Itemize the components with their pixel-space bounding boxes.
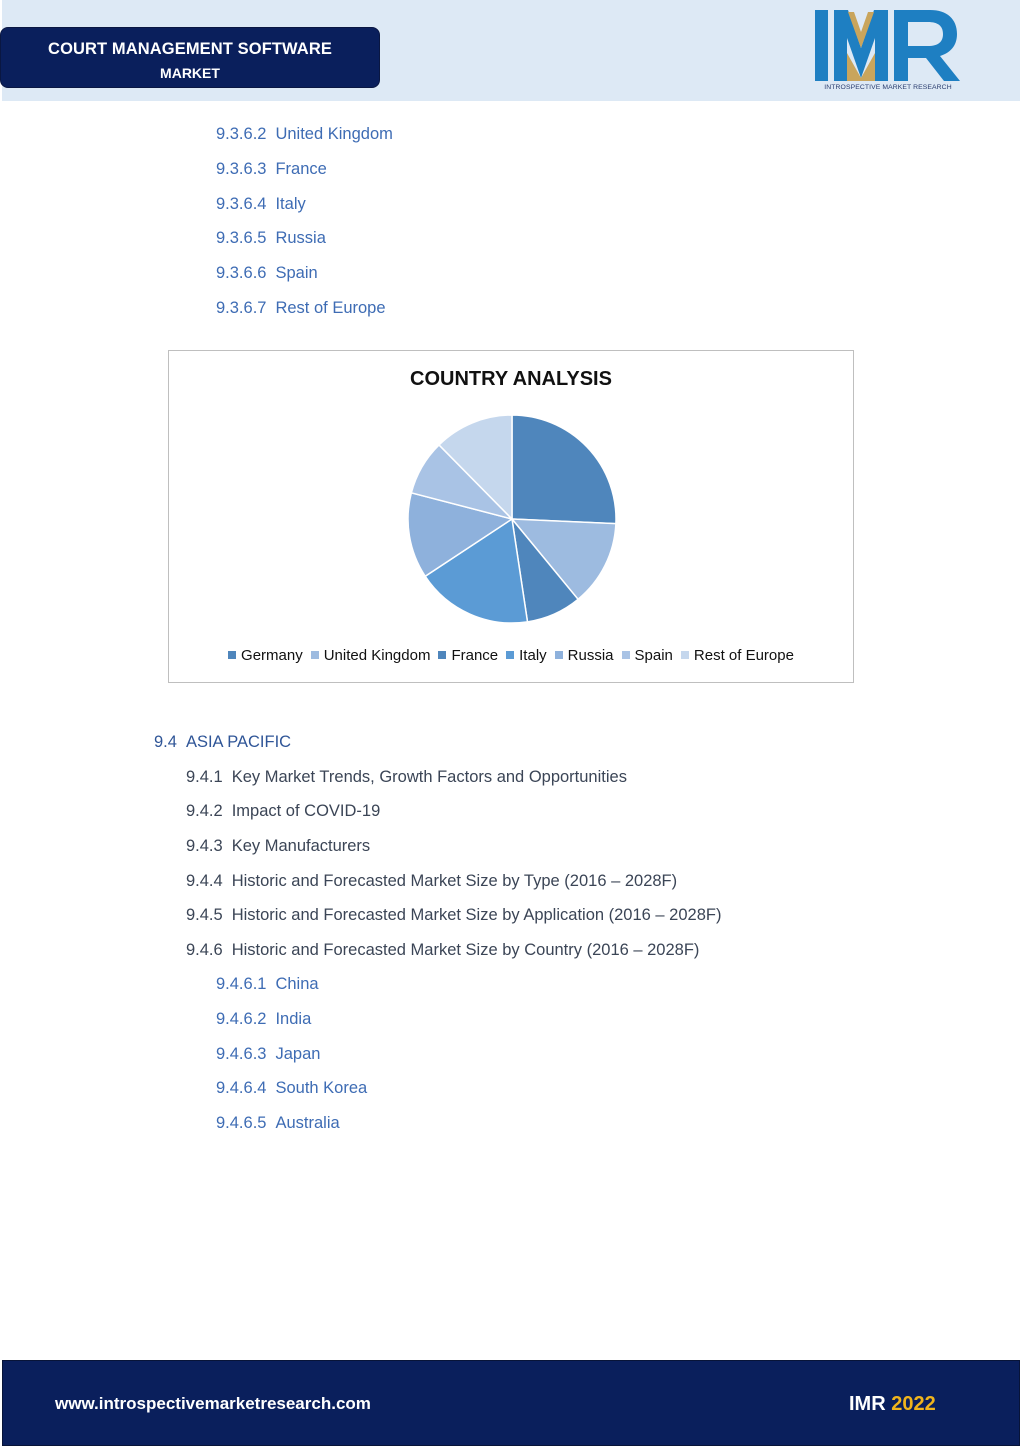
toc-label: Australia — [275, 1114, 340, 1132]
section-number: 9.4 — [154, 733, 177, 751]
legend-item — [622, 647, 673, 664]
report-title-line2: MARKET — [160, 65, 220, 81]
legend-label: Italy — [519, 647, 547, 664]
toc-label: Historic and Forecasted Market Size by Country (2016 – 2028F) — [231, 941, 700, 959]
toc-entry[interactable] — [216, 975, 319, 994]
pie-slice-germany — [512, 415, 616, 524]
toc-number: 9.3.6.6 — [216, 264, 267, 282]
toc-number: 9.3.6.7 — [216, 299, 267, 317]
toc-label: Impact of COVID-19 — [231, 802, 381, 820]
toc-label: Japan — [275, 1045, 321, 1063]
toc-number: 9.4.6.2 — [216, 1010, 267, 1028]
toc-label: South Korea — [275, 1079, 368, 1097]
section-label: ASIA PACIFIC — [185, 733, 292, 751]
section-heading[interactable] — [154, 733, 291, 752]
legend-swatch — [555, 651, 563, 659]
toc-number: 9.4.6.4 — [216, 1079, 267, 1097]
toc-number: 9.4.3 — [186, 837, 223, 855]
toc-number: 9.4.1 — [186, 768, 223, 786]
toc-label: China — [275, 975, 319, 993]
toc-number: 9.4.6.3 — [216, 1045, 267, 1063]
legend-label: Germany — [241, 647, 303, 664]
legend-item — [506, 647, 547, 664]
legend-label: Russia — [567, 647, 614, 664]
toc-label: Historic and Forecasted Market Size by Type (2016 – 2028F) — [231, 872, 678, 890]
toc-number: 9.4.2 — [186, 802, 223, 820]
toc-entry[interactable] — [216, 195, 306, 214]
toc-number: 9.4.6.1 — [216, 975, 267, 993]
toc-entry[interactable] — [186, 941, 699, 960]
legend-swatch — [438, 651, 446, 659]
toc-number: 9.3.6.5 — [216, 229, 267, 247]
toc-label: Key Manufacturers — [231, 837, 371, 855]
toc-label: Spain — [275, 264, 318, 282]
toc-entry[interactable] — [186, 872, 677, 891]
toc-label: France — [275, 160, 327, 178]
page-footer — [2, 1360, 1020, 1446]
toc-label: Historic and Forecasted Market Size by Application (2016 – 2028F) — [231, 906, 722, 924]
toc-label: Italy — [275, 195, 306, 213]
legend-swatch — [228, 651, 236, 659]
legend-label: France — [451, 647, 499, 664]
toc-entry[interactable] — [216, 160, 327, 179]
toc-number: 9.4.4 — [186, 872, 223, 890]
legend-swatch — [681, 651, 689, 659]
pie-chart — [405, 412, 619, 626]
toc-number: 9.3.6.4 — [216, 195, 267, 213]
toc-number: 9.4.6.5 — [216, 1114, 267, 1132]
toc-entry[interactable] — [216, 299, 386, 318]
legend-swatch — [622, 651, 630, 659]
report-title-line1: COURT MANAGEMENT SOFTWARE — [48, 40, 332, 58]
footer-brand — [849, 1393, 936, 1416]
legend-swatch — [506, 651, 514, 659]
legend-item — [311, 647, 431, 664]
footer-brand-name: IMR — [849, 1393, 886, 1415]
logo-subtitle: INTROSPECTIVE MARKET RESEARCH — [824, 84, 952, 91]
toc-entry[interactable] — [186, 802, 380, 821]
toc-label: Russia — [275, 229, 326, 247]
toc-entry[interactable] — [216, 1045, 320, 1064]
toc-entry[interactable] — [216, 1114, 340, 1133]
legend-label: United Kingdom — [323, 647, 431, 664]
toc-entry[interactable] — [216, 125, 393, 144]
toc-number: 9.4.5 — [186, 906, 223, 924]
toc-label: Key Market Trends, Growth Factors and Opportunities — [231, 768, 627, 786]
chart-title: COUNTRY ANALYSIS — [410, 368, 612, 390]
toc-label: India — [275, 1010, 312, 1028]
legend-item — [681, 647, 794, 664]
legend-label: Rest of Europe — [693, 647, 794, 664]
toc-label: Rest of Europe — [275, 299, 386, 317]
toc-number: 9.3.6.2 — [216, 125, 267, 143]
toc-entry[interactable] — [216, 264, 318, 283]
toc-entry[interactable] — [186, 906, 721, 925]
toc-entry[interactable] — [216, 229, 326, 248]
legend-label: Spain — [634, 647, 673, 664]
legend-item — [438, 647, 498, 664]
country-analysis-chart — [168, 350, 854, 683]
legend-swatch — [311, 651, 319, 659]
chart-legend — [169, 647, 853, 664]
toc-entry[interactable] — [186, 837, 370, 856]
footer-url-link[interactable]: www.introspectivemarketresearch.com — [55, 1394, 371, 1413]
footer-year: 2022 — [891, 1393, 936, 1415]
toc-entry[interactable] — [186, 768, 627, 787]
toc-number: 9.3.6.3 — [216, 160, 267, 178]
toc-entry[interactable] — [216, 1079, 367, 1098]
legend-item — [555, 647, 614, 664]
toc-number: 9.4.6 — [186, 941, 223, 959]
report-title-badge — [0, 27, 380, 88]
toc-label: United Kingdom — [275, 125, 393, 143]
legend-item — [228, 647, 303, 664]
toc-entry[interactable] — [216, 1010, 311, 1029]
